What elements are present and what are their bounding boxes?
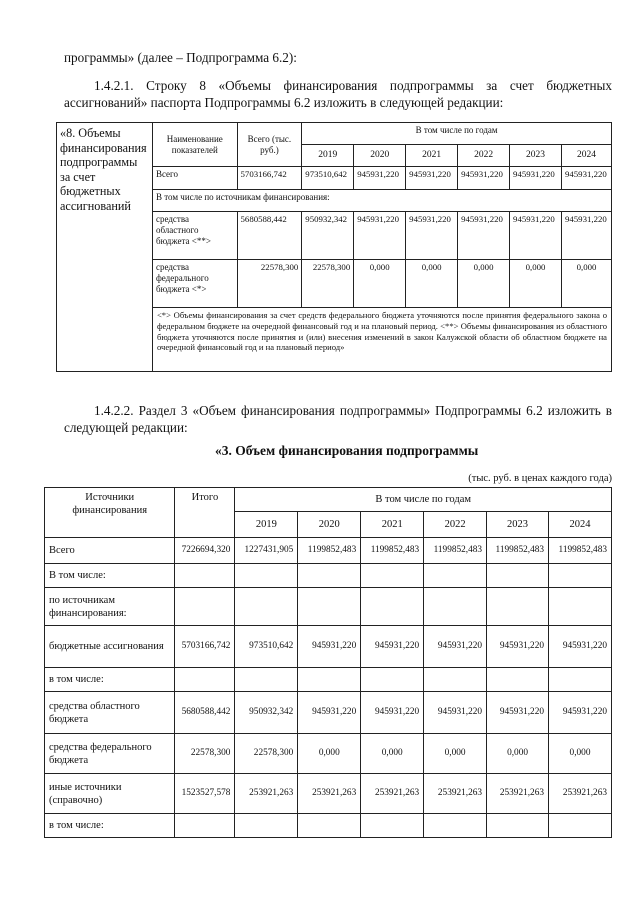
value-cell: 973510,642 — [302, 167, 354, 190]
value-cell: 253921,263 — [487, 774, 549, 814]
header-source: Источники финансирования — [45, 488, 175, 538]
value-cell: 1199852,483 — [361, 538, 424, 564]
header-by-years: В том числе по годам — [302, 123, 612, 145]
value-cell: 945931,220 — [354, 167, 406, 190]
value-cell: 945931,220 — [406, 212, 458, 260]
value-cell: 945931,220 — [424, 692, 487, 734]
value-cell: 22578,300 — [237, 260, 302, 308]
value-cell: 950932,342 — [302, 212, 354, 260]
value-cell: 945931,220 — [354, 212, 406, 260]
year-cell: 2023 — [487, 512, 549, 538]
value-cell: 0,000 — [458, 260, 510, 308]
value-cell: 945931,220 — [361, 692, 424, 734]
value-cell: 253921,263 — [361, 774, 424, 814]
year-cell: 2020 — [298, 512, 361, 538]
value-cell: 945931,220 — [424, 626, 487, 668]
year-cell: 2021 — [361, 512, 424, 538]
paragraph-1-4-2-2: 1.4.2.2. Раздел 3 «Объем финансирования подпрограммы» Подпрограммы 6.2 изложить в следующей редакции: — [64, 403, 612, 435]
value-cell: 945931,220 — [406, 167, 458, 190]
value-cell: 945931,220 — [487, 626, 549, 668]
year-cell: 2019 — [235, 512, 298, 538]
sources-label: В том числе по источникам финансирования: — [152, 190, 611, 212]
value-cell: 0,000 — [510, 260, 562, 308]
value-cell: 945931,220 — [549, 692, 612, 734]
row-regional-label: средства областного бюджета — [45, 692, 175, 734]
value-cell: 22578,300 — [302, 260, 354, 308]
row-by-sources-label: по источникам финансирования: — [45, 588, 175, 626]
row-total-label: Всего — [45, 538, 175, 564]
value-cell: 950932,342 — [235, 692, 298, 734]
value-cell: 0,000 — [406, 260, 458, 308]
value-cell: 945931,220 — [561, 212, 611, 260]
passport-financing-table — [56, 122, 612, 372]
year-cell: 2020 — [354, 145, 406, 167]
value-cell: 945931,220 — [458, 167, 510, 190]
value-cell: 973510,642 — [235, 626, 298, 668]
year-cell: 2021 — [406, 145, 458, 167]
value-cell: 1199852,483 — [549, 538, 612, 564]
header-total: Всего (тыс. руб.) — [237, 123, 302, 167]
value-cell: 945931,220 — [361, 626, 424, 668]
value-cell: 0,000 — [487, 734, 549, 774]
row-other-sources-label: иные источники (справочно) — [45, 774, 175, 814]
value-cell: 945931,220 — [510, 212, 562, 260]
year-cell: 2024 — [561, 145, 611, 167]
row-total-label: Всего — [152, 167, 237, 190]
section-financing-table — [44, 487, 612, 838]
value-cell: 0,000 — [424, 734, 487, 774]
value-cell: 7226694,320 — [175, 538, 235, 564]
value-cell: 0,000 — [298, 734, 361, 774]
value-cell: 1227431,905 — [235, 538, 298, 564]
value-cell: 0,000 — [361, 734, 424, 774]
value-cell: 945931,220 — [510, 167, 562, 190]
value-cell: 253921,263 — [298, 774, 361, 814]
value-cell: 253921,263 — [424, 774, 487, 814]
value-cell: 1199852,483 — [487, 538, 549, 564]
value-cell: 22578,300 — [175, 734, 235, 774]
value-cell: 1523527,578 — [175, 774, 235, 814]
value-cell: 945931,220 — [561, 167, 611, 190]
header-indicator-name: Наименование показателей — [152, 123, 237, 167]
row-including-label: в том числе: — [45, 668, 175, 692]
year-cell: 2022 — [458, 145, 510, 167]
row-regional-label: средства областного бюджета <**> — [152, 212, 237, 260]
value-cell: 22578,300 — [235, 734, 298, 774]
section-title: «3. Объем финансирования подпрограммы — [215, 443, 479, 458]
unit-note: (тыс. руб. в ценах каждого года) — [468, 473, 612, 484]
year-cell: 2019 — [302, 145, 354, 167]
value-cell: 1199852,483 — [298, 538, 361, 564]
header-by-years: В том числе по годам — [235, 488, 612, 512]
passport-row-label: «8. Объемы финансирования подпрограммы за счет бюджетных ассигнований — [57, 123, 153, 372]
value-cell: 0,000 — [561, 260, 611, 308]
row-including-label: В том числе: — [45, 564, 175, 588]
row-federal-label: средства федерального бюджета — [45, 734, 175, 774]
value-cell: 5680588,442 — [237, 212, 302, 260]
value-cell: 945931,220 — [458, 212, 510, 260]
paragraph-1-4-2-1: 1.4.2.1. Строку 8 «Объемы финансирования подпрограммы за счет бюджетных ассигнований» паспорта Подпрограммы 6.2 изложить в следующей редакции: — [64, 78, 612, 110]
value-cell: 0,000 — [354, 260, 406, 308]
year-cell: 2024 — [549, 512, 612, 538]
value-cell: 945931,220 — [487, 692, 549, 734]
value-cell: 253921,263 — [549, 774, 612, 814]
row-including-label: в том числе: — [45, 814, 175, 838]
continuation-line: программы» (далее – Подпрограмма 6.2): — [64, 50, 297, 65]
footnote: <*> Объемы финансирования за счет средств федерального бюджета уточняются после принятия федерального закона о федеральном бюджете на очередной финансовый год и на плановый период. <**> Объемы финансирования из областного бюджета уточняются после принятия и (или) внесения изменений в закон Калужской области об областном бюджете на очередной финансовый год и на плановый период» — [152, 308, 611, 372]
value-cell: 945931,220 — [298, 626, 361, 668]
value-cell: 5703166,742 — [237, 167, 302, 190]
value-cell: 5680588,442 — [175, 692, 235, 734]
value-cell: 5703166,742 — [175, 626, 235, 668]
value-cell: 1199852,483 — [424, 538, 487, 564]
value-cell: 253921,263 — [235, 774, 298, 814]
row-budget-label: бюджетные ассигнования — [45, 626, 175, 668]
value-cell: 945931,220 — [298, 692, 361, 734]
value-cell: 0,000 — [549, 734, 612, 774]
year-cell: 2022 — [424, 512, 487, 538]
value-cell: 945931,220 — [549, 626, 612, 668]
row-federal-label: средства федерального бюджета <*> — [152, 260, 237, 308]
year-cell: 2023 — [510, 145, 562, 167]
header-total: Итого — [175, 488, 235, 538]
